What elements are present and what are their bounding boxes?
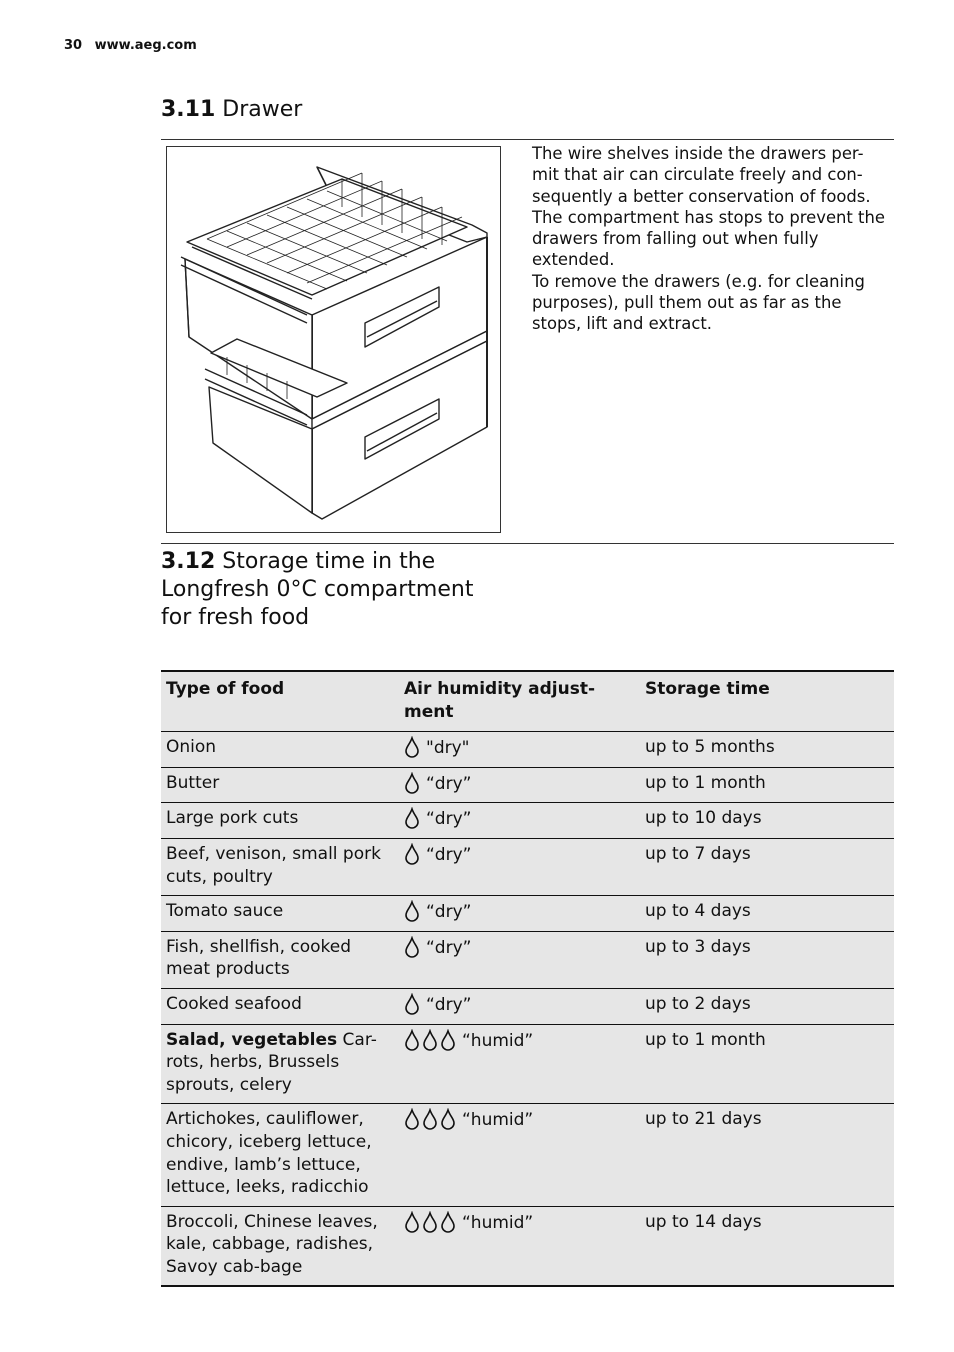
divider bbox=[161, 139, 894, 140]
humidity-cell bbox=[399, 896, 640, 932]
humidity-cell bbox=[399, 803, 640, 839]
humidity-cell bbox=[399, 732, 640, 768]
description-paragraph: To remove the drawers (e.g. for cleaning purposes), pull them out as far as the stops, lift and extract. bbox=[532, 271, 865, 334]
header-storage-time: Storage time bbox=[645, 679, 770, 699]
storage-time-cell: up to 7 days bbox=[645, 843, 751, 864]
humidity-setting: "dry" bbox=[426, 738, 470, 759]
humidity-setting: “dry” bbox=[426, 937, 472, 958]
table-row bbox=[161, 1104, 894, 1206]
section-number: 3.11 bbox=[161, 97, 216, 122]
storage-time-cell: up to 14 days bbox=[645, 1211, 762, 1232]
food-type-cell bbox=[161, 1024, 399, 1104]
section-heading: Drawer bbox=[222, 97, 303, 122]
humidity-cell bbox=[399, 988, 640, 1024]
food-name: Artichokes, cauliflower, chicory, iceberg lettuce, endive, lamb’s lettuce, lettuce, leeks, radicchio bbox=[166, 1109, 372, 1198]
food-category: Salad, vegetables bbox=[166, 1029, 338, 1050]
section-title-drawer bbox=[161, 96, 302, 124]
drawer-illustration bbox=[166, 146, 501, 533]
humidity-cell bbox=[399, 931, 640, 988]
storage-time-table bbox=[161, 670, 894, 1287]
description-paragraph: The wire shelves inside the drawers per-mit that air can circulate freely and con-sequently a better conservation of foods. The compartment has stops to prevent the drawers from falling out when fully extended. bbox=[532, 144, 885, 270]
section-number: 3.12 bbox=[161, 549, 216, 574]
water-drop-icon bbox=[404, 1211, 458, 1233]
table-row bbox=[161, 803, 894, 839]
water-drop-icon bbox=[404, 736, 422, 758]
water-drop-icon bbox=[404, 936, 422, 958]
food-name: Fish, shellfish, cooked meat products bbox=[166, 936, 352, 980]
humidity-setting: “dry” bbox=[426, 902, 472, 923]
food-type-cell bbox=[161, 1104, 399, 1206]
food-name: Beef, venison, small pork cuts, poultry bbox=[166, 843, 381, 887]
table-row bbox=[161, 767, 894, 803]
food-name: Butter bbox=[166, 772, 220, 793]
food-name: Car-rots, herbs, Brussels sprouts, celery bbox=[166, 1029, 377, 1095]
water-drop-icon bbox=[404, 772, 422, 794]
water-drop-icon bbox=[404, 843, 422, 865]
header-type-of-food: Type of food bbox=[166, 679, 285, 699]
water-drop-icon bbox=[404, 807, 422, 829]
table-row bbox=[161, 988, 894, 1024]
humidity-setting: “humid” bbox=[462, 1212, 534, 1233]
storage-time-cell: up to 21 days bbox=[645, 1109, 762, 1130]
humidity-setting: “humid” bbox=[462, 1110, 534, 1131]
table-row bbox=[161, 732, 894, 768]
storage-time-cell: up to 10 days bbox=[645, 808, 762, 829]
table-row bbox=[161, 1024, 894, 1104]
food-name: Large pork cuts bbox=[166, 808, 299, 829]
water-drop-icon bbox=[404, 1029, 458, 1051]
page-header bbox=[64, 38, 197, 53]
humidity-cell bbox=[399, 1104, 640, 1206]
humidity-setting: “humid” bbox=[462, 1030, 534, 1051]
humidity-setting: “dry” bbox=[426, 844, 472, 865]
storage-time-cell: up to 2 days bbox=[645, 993, 751, 1014]
humidity-cell bbox=[399, 838, 640, 895]
food-name: Cooked seafood bbox=[166, 993, 302, 1014]
food-type-cell bbox=[161, 1206, 399, 1286]
table-row bbox=[161, 838, 894, 895]
food-type-cell bbox=[161, 732, 399, 768]
humidity-cell bbox=[399, 767, 640, 803]
section-heading: Storage time in the Longfresh 0°C compartment for fresh food bbox=[161, 549, 474, 630]
humidity-setting: “dry” bbox=[426, 994, 472, 1015]
table-header-row bbox=[161, 671, 894, 732]
food-type-cell bbox=[161, 988, 399, 1024]
humidity-cell bbox=[399, 1206, 640, 1286]
humidity-cell bbox=[399, 1024, 640, 1104]
table-row bbox=[161, 931, 894, 988]
storage-time-cell: up to 4 days bbox=[645, 901, 751, 922]
water-drop-icon bbox=[404, 1108, 458, 1130]
divider bbox=[161, 543, 894, 544]
water-drop-icon bbox=[404, 993, 422, 1015]
food-name: Broccoli, Chinese leaves, kale, cabbage, radishes, Savoy cab-bage bbox=[166, 1211, 378, 1277]
site-url: www.aeg.com bbox=[94, 38, 197, 53]
page-number: 30 bbox=[64, 38, 83, 53]
food-name: Tomato sauce bbox=[166, 901, 284, 922]
food-type-cell bbox=[161, 767, 399, 803]
humidity-setting: “dry” bbox=[426, 809, 472, 830]
table-row bbox=[161, 1206, 894, 1286]
water-drop-icon bbox=[404, 900, 422, 922]
section-title-storage bbox=[161, 548, 501, 632]
storage-time-cell: up to 3 days bbox=[645, 936, 751, 957]
food-name: Onion bbox=[166, 737, 217, 758]
humidity-setting: “dry” bbox=[426, 773, 472, 794]
storage-time-cell: up to 1 month bbox=[645, 772, 766, 793]
food-type-cell bbox=[161, 838, 399, 895]
table-row bbox=[161, 896, 894, 932]
drawer-description bbox=[532, 143, 887, 335]
storage-time-cell: up to 1 month bbox=[645, 1029, 766, 1050]
food-type-cell bbox=[161, 931, 399, 988]
header-air-humidity: Air humidity adjust-ment bbox=[404, 679, 596, 722]
food-type-cell bbox=[161, 803, 399, 839]
storage-time-cell: up to 5 months bbox=[645, 737, 775, 758]
food-type-cell bbox=[161, 896, 399, 932]
